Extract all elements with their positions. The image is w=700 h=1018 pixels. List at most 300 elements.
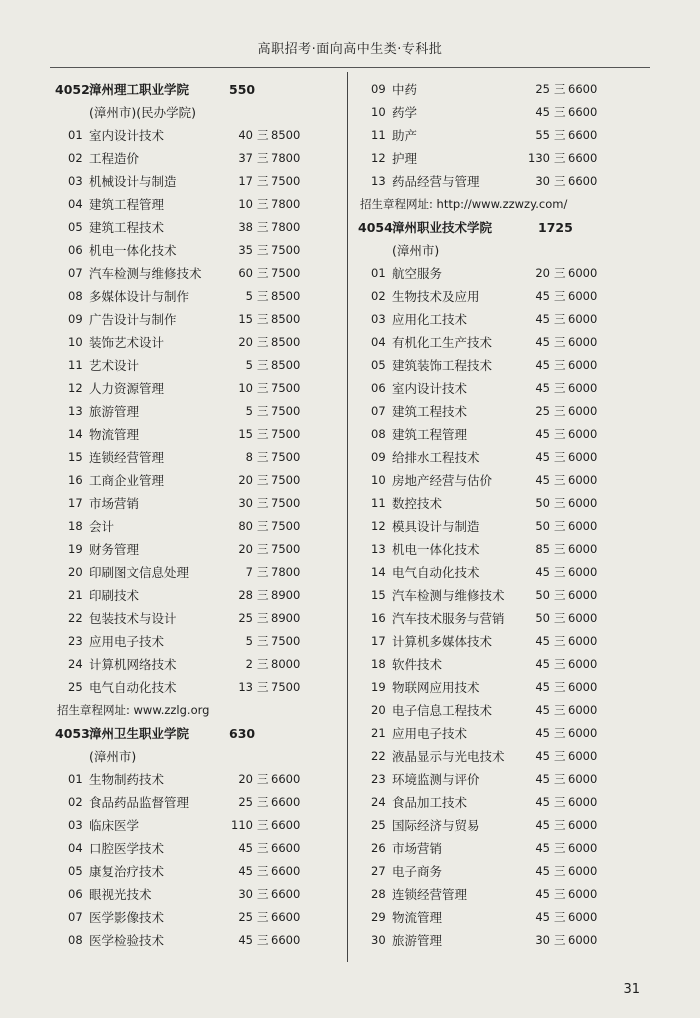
major-row	[55, 630, 355, 653]
major-fee: 7500	[271, 174, 301, 188]
major-duration: 三	[554, 519, 566, 533]
major-duration: 三	[554, 565, 566, 579]
major-quota: 45	[535, 450, 550, 464]
major-code: 08	[371, 427, 386, 441]
major-name: 电子信息工程技术	[392, 703, 493, 718]
major-name: 应用电子技术	[89, 634, 165, 649]
major-name: 多媒体设计与制作	[89, 289, 190, 304]
major-row	[55, 814, 355, 837]
school-location: (漳州市)(民办学院)	[89, 105, 197, 120]
major-quota: 110	[231, 818, 253, 832]
major-row	[358, 607, 658, 630]
major-fee: 7500	[271, 542, 301, 556]
major-fee: 6000	[568, 841, 598, 855]
major-quota: 45	[535, 703, 550, 717]
major-duration: 三	[257, 933, 269, 947]
school-heading	[55, 722, 355, 745]
school-code: 4052	[55, 82, 90, 97]
major-row	[55, 607, 355, 630]
major-name: 有机化工生产技术	[392, 335, 493, 350]
major-quota: 30	[238, 496, 253, 510]
major-fee: 6600	[271, 818, 301, 832]
major-code: 23	[68, 634, 83, 648]
school-heading	[358, 216, 658, 239]
major-code: 12	[371, 151, 386, 165]
major-row	[55, 262, 355, 285]
major-list	[358, 262, 658, 952]
major-code: 04	[68, 197, 83, 211]
major-quota: 45	[535, 726, 550, 740]
major-list	[358, 78, 658, 193]
major-fee: 6000	[568, 726, 598, 740]
major-code: 03	[371, 312, 386, 326]
major-fee: 8500	[271, 128, 301, 142]
major-name: 计算机多媒体技术	[392, 634, 493, 649]
major-code: 29	[371, 910, 386, 924]
major-fee: 6000	[568, 542, 598, 556]
major-row	[358, 906, 658, 929]
major-quota: 45	[535, 358, 550, 372]
major-name: 建筑工程管理	[89, 197, 165, 212]
major-code: 17	[371, 634, 386, 648]
school-location: (漳州市)	[89, 749, 137, 764]
major-fee: 6000	[568, 266, 598, 280]
major-duration: 三	[554, 910, 566, 924]
major-fee: 7500	[271, 680, 301, 694]
major-duration: 三	[554, 657, 566, 671]
major-row	[55, 331, 355, 354]
school-code: 4054	[358, 220, 393, 235]
major-quota: 45	[535, 818, 550, 832]
major-name: 市场营销	[392, 841, 443, 856]
major-name: 旅游管理	[392, 933, 443, 948]
major-duration: 三	[554, 82, 566, 96]
major-code: 08	[68, 933, 83, 947]
website-link: 招生章程网址: www.zzlg.org	[57, 703, 210, 717]
major-code: 06	[68, 887, 83, 901]
major-code: 05	[68, 220, 83, 234]
major-quota: 20	[238, 542, 253, 556]
major-fee: 6000	[568, 680, 598, 694]
major-row	[358, 791, 658, 814]
major-fee: 6000	[568, 496, 598, 510]
school-code: 4053	[55, 726, 90, 741]
major-quota: 45	[535, 887, 550, 901]
major-row	[358, 400, 658, 423]
school-heading	[55, 78, 355, 101]
major-duration: 三	[554, 128, 566, 142]
major-code: 12	[371, 519, 386, 533]
major-fee: 6000	[568, 657, 598, 671]
major-quota: 10	[238, 197, 253, 211]
major-fee: 6600	[271, 887, 301, 901]
major-row	[358, 722, 658, 745]
major-duration: 三	[257, 427, 269, 441]
major-quota: 5	[245, 358, 253, 372]
major-code: 13	[371, 174, 386, 188]
major-name: 生物技术及应用	[392, 289, 480, 304]
major-row	[55, 791, 355, 814]
major-duration: 三	[554, 703, 566, 717]
major-row	[358, 676, 658, 699]
major-fee: 6000	[568, 289, 598, 303]
major-fee: 6000	[568, 312, 598, 326]
major-duration: 三	[554, 174, 566, 188]
major-fee: 8900	[271, 588, 301, 602]
major-fee: 7800	[271, 197, 301, 211]
major-fee: 6000	[568, 933, 598, 947]
major-duration: 三	[554, 335, 566, 349]
major-quota: 20	[238, 772, 253, 786]
major-fee: 6000	[568, 335, 598, 349]
major-row	[358, 101, 658, 124]
major-row	[55, 837, 355, 860]
major-code: 11	[371, 128, 386, 142]
major-name: 房地产经营与估价	[392, 473, 493, 488]
major-row	[358, 561, 658, 584]
major-fee: 6000	[568, 795, 598, 809]
major-quota: 5	[245, 634, 253, 648]
major-duration: 三	[257, 151, 269, 165]
major-row	[358, 860, 658, 883]
major-code: 26	[371, 841, 386, 855]
major-row	[55, 308, 355, 331]
major-code: 10	[371, 473, 386, 487]
major-code: 18	[371, 657, 386, 671]
major-code: 30	[371, 933, 386, 947]
major-row	[55, 170, 355, 193]
major-name: 建筑工程管理	[392, 427, 468, 442]
major-quota: 45	[535, 427, 550, 441]
major-quota: 35	[238, 243, 253, 257]
major-row	[358, 929, 658, 952]
major-duration: 三	[257, 772, 269, 786]
major-quota: 25	[238, 910, 253, 924]
major-code: 19	[371, 680, 386, 694]
major-duration: 三	[257, 542, 269, 556]
major-row	[55, 561, 355, 584]
school-name: 漳州职业技术学院	[392, 220, 493, 235]
major-duration: 三	[554, 588, 566, 602]
major-fee: 6000	[568, 772, 598, 786]
major-duration: 三	[554, 749, 566, 763]
major-duration: 三	[554, 726, 566, 740]
major-name: 机电一体化技术	[89, 243, 177, 258]
major-code: 19	[68, 542, 83, 556]
major-quota: 15	[238, 312, 253, 326]
major-name: 会计	[89, 519, 115, 534]
major-duration: 三	[554, 312, 566, 326]
major-row	[358, 745, 658, 768]
major-duration: 三	[554, 151, 566, 165]
major-name: 市场营销	[89, 496, 140, 511]
major-row	[358, 492, 658, 515]
major-quota: 30	[535, 933, 550, 947]
major-row	[55, 584, 355, 607]
major-fee: 6000	[568, 450, 598, 464]
major-duration: 三	[257, 174, 269, 188]
major-row	[55, 883, 355, 906]
major-fee: 6000	[568, 381, 598, 395]
major-duration: 三	[554, 404, 566, 418]
major-name: 包装技术与设计	[89, 611, 177, 626]
major-quota: 40	[238, 128, 253, 142]
major-quota: 85	[535, 542, 550, 556]
major-duration: 三	[257, 910, 269, 924]
major-quota: 28	[238, 588, 253, 602]
major-fee: 6600	[271, 933, 301, 947]
right-column	[358, 78, 658, 952]
major-code: 14	[371, 565, 386, 579]
major-fee: 8500	[271, 289, 301, 303]
major-row	[55, 860, 355, 883]
major-fee: 8900	[271, 611, 301, 625]
major-code: 24	[68, 657, 83, 671]
major-fee: 6000	[568, 473, 598, 487]
major-name: 眼视光技术	[89, 887, 152, 902]
major-duration: 三	[554, 105, 566, 119]
major-duration: 三	[554, 542, 566, 556]
major-quota: 45	[535, 657, 550, 671]
school-total: 1725	[538, 220, 573, 235]
major-quota: 45	[535, 910, 550, 924]
major-row	[55, 377, 355, 400]
major-fee: 7500	[271, 243, 301, 257]
major-code: 13	[371, 542, 386, 556]
major-quota: 80	[238, 519, 253, 533]
major-name: 工商企业管理	[89, 473, 165, 488]
major-quota: 45	[535, 312, 550, 326]
major-row	[55, 216, 355, 239]
major-name: 医学影像技术	[89, 910, 165, 925]
major-row	[55, 768, 355, 791]
major-row	[55, 929, 355, 952]
major-fee: 6000	[568, 703, 598, 717]
major-duration: 三	[257, 220, 269, 234]
major-duration: 三	[257, 266, 269, 280]
major-code: 25	[371, 818, 386, 832]
major-duration: 三	[554, 358, 566, 372]
school-name: 漳州理工职业学院	[89, 82, 190, 97]
major-fee: 6600	[568, 174, 598, 188]
major-quota: 5	[245, 404, 253, 418]
major-name: 电子商务	[392, 864, 443, 879]
major-code: 11	[68, 358, 83, 372]
major-duration: 三	[554, 289, 566, 303]
major-fee: 6000	[568, 887, 598, 901]
major-code: 10	[68, 335, 83, 349]
major-code: 22	[371, 749, 386, 763]
major-quota: 45	[535, 105, 550, 119]
major-row	[358, 584, 658, 607]
major-row	[55, 147, 355, 170]
major-fee: 6000	[568, 427, 598, 441]
major-quota: 50	[535, 496, 550, 510]
major-duration: 三	[257, 680, 269, 694]
major-code: 03	[68, 174, 83, 188]
major-row	[358, 262, 658, 285]
major-duration: 三	[554, 381, 566, 395]
major-code: 21	[68, 588, 83, 602]
major-row	[358, 170, 658, 193]
major-row	[358, 538, 658, 561]
major-quota: 50	[535, 611, 550, 625]
major-name: 室内设计技术	[392, 381, 468, 396]
major-code: 02	[68, 795, 83, 809]
major-code: 06	[68, 243, 83, 257]
major-name: 广告设计与制作	[89, 312, 177, 327]
major-duration: 三	[554, 818, 566, 832]
major-quota: 45	[238, 841, 253, 855]
major-code: 16	[68, 473, 83, 487]
major-duration: 三	[257, 519, 269, 533]
major-code: 08	[68, 289, 83, 303]
major-code: 07	[68, 910, 83, 924]
major-quota: 45	[535, 565, 550, 579]
major-name: 印刷图文信息处理	[89, 565, 190, 580]
major-row	[358, 331, 658, 354]
major-quota: 8	[245, 450, 253, 464]
major-row	[358, 883, 658, 906]
major-fee: 6600	[271, 841, 301, 855]
major-code: 15	[371, 588, 386, 602]
major-fee: 6000	[568, 864, 598, 878]
major-quota: 55	[535, 128, 550, 142]
major-fee: 8500	[271, 312, 301, 326]
major-quota: 60	[238, 266, 253, 280]
major-code: 06	[371, 381, 386, 395]
major-name: 模具设计与制造	[392, 519, 480, 534]
major-code: 05	[68, 864, 83, 878]
major-quota: 130	[528, 151, 550, 165]
major-row	[55, 193, 355, 216]
major-code: 21	[371, 726, 386, 740]
major-list	[55, 768, 355, 952]
page-header: 高职招考·面向高中生类·专科批	[257, 42, 443, 57]
major-duration: 三	[257, 565, 269, 579]
major-quota: 45	[238, 933, 253, 947]
major-fee: 6000	[568, 634, 598, 648]
major-name: 物流管理	[392, 910, 443, 925]
major-quota: 45	[535, 289, 550, 303]
major-duration: 三	[554, 634, 566, 648]
left-column	[55, 78, 355, 952]
major-row	[55, 676, 355, 699]
major-quota: 45	[535, 634, 550, 648]
major-row	[358, 147, 658, 170]
major-code: 22	[68, 611, 83, 625]
major-name: 物联网应用技术	[392, 680, 480, 695]
major-row	[55, 400, 355, 423]
major-code: 14	[68, 427, 83, 441]
major-code: 02	[371, 289, 386, 303]
major-row	[55, 354, 355, 377]
major-code: 17	[68, 496, 83, 510]
major-row	[358, 768, 658, 791]
major-fee: 7800	[271, 565, 301, 579]
major-fee: 7500	[271, 519, 301, 533]
major-fee: 6600	[568, 105, 598, 119]
major-name: 艺术设计	[89, 358, 140, 373]
major-name: 食品药品监督管理	[89, 795, 190, 810]
major-quota: 37	[238, 151, 253, 165]
major-fee: 7500	[271, 450, 301, 464]
major-row	[358, 837, 658, 860]
major-row	[358, 377, 658, 400]
major-fee: 7500	[271, 634, 301, 648]
major-row	[55, 906, 355, 929]
major-fee: 6600	[271, 910, 301, 924]
major-code: 18	[68, 519, 83, 533]
major-row	[55, 239, 355, 262]
major-code: 20	[371, 703, 386, 717]
major-fee: 8000	[271, 657, 301, 671]
major-name: 财务管理	[89, 542, 140, 557]
major-duration: 三	[554, 611, 566, 625]
major-row	[55, 446, 355, 469]
major-name: 建筑工程技术	[89, 220, 165, 235]
major-quota: 30	[238, 887, 253, 901]
major-row	[358, 699, 658, 722]
major-quota: 30	[535, 174, 550, 188]
major-name: 生物制药技术	[89, 772, 165, 787]
major-row	[55, 469, 355, 492]
major-duration: 三	[257, 841, 269, 855]
school-total: 550	[229, 82, 256, 97]
major-code: 04	[371, 335, 386, 349]
major-fee: 6000	[568, 818, 598, 832]
major-name: 印刷技术	[89, 588, 140, 603]
major-row	[55, 124, 355, 147]
major-duration: 三	[554, 841, 566, 855]
major-quota: 45	[535, 381, 550, 395]
major-fee: 8500	[271, 335, 301, 349]
major-code: 27	[371, 864, 386, 878]
major-name: 液晶显示与光电技术	[392, 749, 505, 764]
major-quota: 25	[238, 611, 253, 625]
major-row	[358, 515, 658, 538]
major-duration: 三	[554, 933, 566, 947]
major-code: 10	[371, 105, 386, 119]
major-name: 机械设计与制造	[89, 174, 177, 189]
major-fee: 8500	[271, 358, 301, 372]
major-name: 环境监测与评价	[392, 772, 480, 787]
major-fee: 6000	[568, 519, 598, 533]
major-duration: 三	[554, 496, 566, 510]
major-row	[55, 423, 355, 446]
major-duration: 三	[257, 335, 269, 349]
major-code: 01	[371, 266, 386, 280]
major-duration: 三	[257, 818, 269, 832]
major-code: 13	[68, 404, 83, 418]
major-quota: 5	[245, 289, 253, 303]
major-name: 建筑装饰工程技术	[392, 358, 493, 373]
school-name: 漳州卫生职业学院	[89, 726, 190, 741]
major-duration: 三	[257, 381, 269, 395]
major-name: 助产	[392, 128, 418, 143]
major-code: 04	[68, 841, 83, 855]
major-name: 中药	[392, 82, 418, 97]
major-quota: 25	[535, 82, 550, 96]
major-code: 12	[68, 381, 83, 395]
major-name: 应用电子技术	[392, 726, 468, 741]
major-name: 连锁经营管理	[89, 450, 165, 465]
major-fee: 6600	[568, 82, 598, 96]
major-name: 药学	[392, 105, 418, 120]
major-duration: 三	[257, 657, 269, 671]
school-total: 630	[229, 726, 256, 741]
major-row	[358, 446, 658, 469]
